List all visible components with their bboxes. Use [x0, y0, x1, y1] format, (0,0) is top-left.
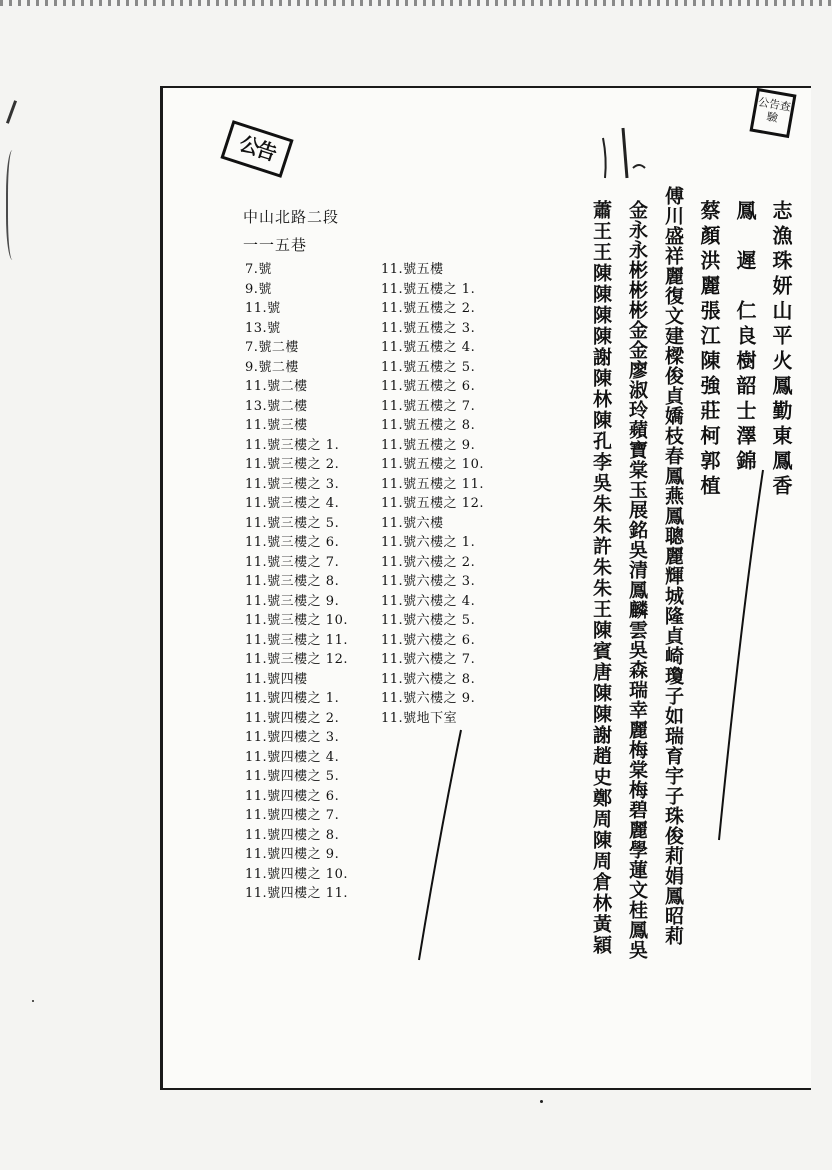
address-line: 9.號二樓	[245, 359, 299, 375]
address-line: 11.號三樓	[245, 418, 308, 433]
address-line: 11.號四樓之 9.	[245, 847, 340, 862]
address-line: 11.號三樓之 3.	[245, 476, 340, 492]
address-column-1	[245, 260, 348, 904]
address-line: 11.號三樓之 5.	[245, 515, 340, 531]
address-line: 11.號五樓	[381, 262, 444, 277]
address-line: 11.號五樓之 9.	[381, 437, 476, 453]
address-line: 11.號四樓之 3.	[245, 730, 340, 745]
name-column-6: 蕭王王陳陳陳陳謝陳林陳孔李吳朱朱許朱朱王陳賓唐陳陳謝趙史鄭周陳周倉林黃穎	[590, 200, 612, 956]
address-line: 11.號六樓之 7.	[381, 652, 476, 667]
address-line: 11.號五樓之 6.	[381, 379, 476, 394]
document-page	[160, 86, 811, 1090]
address-line: 11.號六樓之 4.	[381, 593, 476, 609]
address-line: 11.號二樓	[245, 379, 308, 394]
address-line: 11.號六樓之 2.	[381, 554, 476, 570]
address-line: 11.號五樓之 7.	[381, 398, 476, 414]
address-line: 7.號二樓	[245, 340, 299, 355]
name-column-4: 傅川盛祥麗復文建樑俊貞嬌枝春鳳燕鳳聰麗輝城隆貞崎瓊子如瑞育宇子珠俊莉娟鳳昭莉	[662, 186, 684, 946]
address-line: 11.號四樓之 5.	[245, 769, 340, 784]
name-column-5: 金永永彬彬彬金金廖淑玲蘋寶棠玉展銘吳清鳳麟雲吳森瑞幸麗梅棠梅碧麗學蓮文桂鳳吳	[626, 200, 648, 960]
address-line: 11.號三樓之 4.	[245, 496, 340, 511]
address-line: 11.號四樓之 4.	[245, 749, 340, 765]
address-line: 11.號六樓之 6.	[381, 632, 476, 648]
pen-stroke-right	[711, 468, 771, 848]
address-line: 11.號四樓之 2.	[245, 710, 340, 726]
address-line: 11.號五樓之 1.	[381, 281, 476, 297]
stamp-left: 公告	[220, 120, 293, 178]
address-line: 11.號六樓之 1.	[381, 535, 476, 550]
address-line: 11.號三樓之 1.	[245, 437, 340, 453]
address-line: 11.號四樓之 11.	[245, 886, 348, 901]
address-line: 7.號	[245, 262, 272, 277]
address-line: 11.號五樓之 8.	[381, 418, 476, 433]
address-line: 13.號	[245, 320, 281, 336]
address-line: 11.號三樓之 2.	[245, 457, 340, 472]
address-line: 11.號五樓之 4.	[381, 340, 476, 355]
address-line: 11.號六樓之 3.	[381, 574, 476, 589]
pen-mark-top	[593, 118, 653, 188]
address-list-title: 中山北路二段	[243, 208, 340, 226]
address-line: 11.號五樓之 2.	[381, 301, 476, 316]
address-line: 11.號四樓之 7.	[245, 808, 340, 823]
address-line: 11.號地下室	[381, 710, 458, 726]
address-line: 11.號五樓之 10.	[381, 457, 484, 472]
address-line: 11.號三樓之 6.	[245, 535, 340, 550]
address-list-subtitle: 一一五巷	[243, 236, 308, 254]
address-line: 11.號四樓	[245, 671, 308, 687]
address-line: 11.號六樓之 9.	[381, 691, 476, 706]
address-line: 11.號	[245, 301, 281, 316]
address-column-2	[381, 260, 484, 728]
address-line: 11.號六樓	[381, 515, 444, 531]
scan-edge-noise	[0, 0, 832, 6]
address-line: 9.號	[245, 281, 272, 297]
address-line: 11.號六樓之 8.	[381, 671, 476, 687]
stamp-right: 公告查驗	[749, 88, 796, 138]
address-line: 11.號三樓之 9.	[245, 593, 340, 609]
address-line: 11.號五樓之 12.	[381, 496, 484, 511]
address-line: 11.號三樓之 8.	[245, 574, 340, 589]
address-line: 11.號四樓之 1.	[245, 691, 340, 706]
binding-shadow	[6, 150, 22, 260]
name-column-2: 鳳 遲 仁良樹韶士澤錦	[733, 200, 757, 475]
address-line: 11.號四樓之 8.	[245, 827, 340, 843]
address-line: 11.號三樓之 10.	[245, 613, 348, 628]
speckle	[32, 1000, 34, 1002]
pen-stroke-middle	[413, 728, 473, 968]
address-line: 11.號三樓之 7.	[245, 554, 340, 570]
name-column-1: 志漁珠妍山平火鳳勤東鳳香	[769, 200, 793, 500]
address-line: 13.號二樓	[245, 398, 308, 414]
address-line: 11.號三樓之 12.	[245, 652, 348, 667]
speckle	[540, 1100, 543, 1103]
address-line: 11.號六樓之 5.	[381, 613, 476, 628]
address-line: 11.號四樓之 10.	[245, 866, 348, 882]
address-line: 11.號五樓之 3.	[381, 320, 476, 336]
address-line: 11.號五樓之 11.	[381, 476, 484, 492]
address-line: 11.號四樓之 6.	[245, 788, 340, 804]
address-line: 11.號三樓之 11.	[245, 632, 348, 648]
address-line: 11.號五樓之 5.	[381, 359, 476, 375]
binding-mark	[6, 100, 17, 124]
name-column-3: 蔡顏洪麗張江陳強莊柯郭植	[697, 200, 721, 500]
